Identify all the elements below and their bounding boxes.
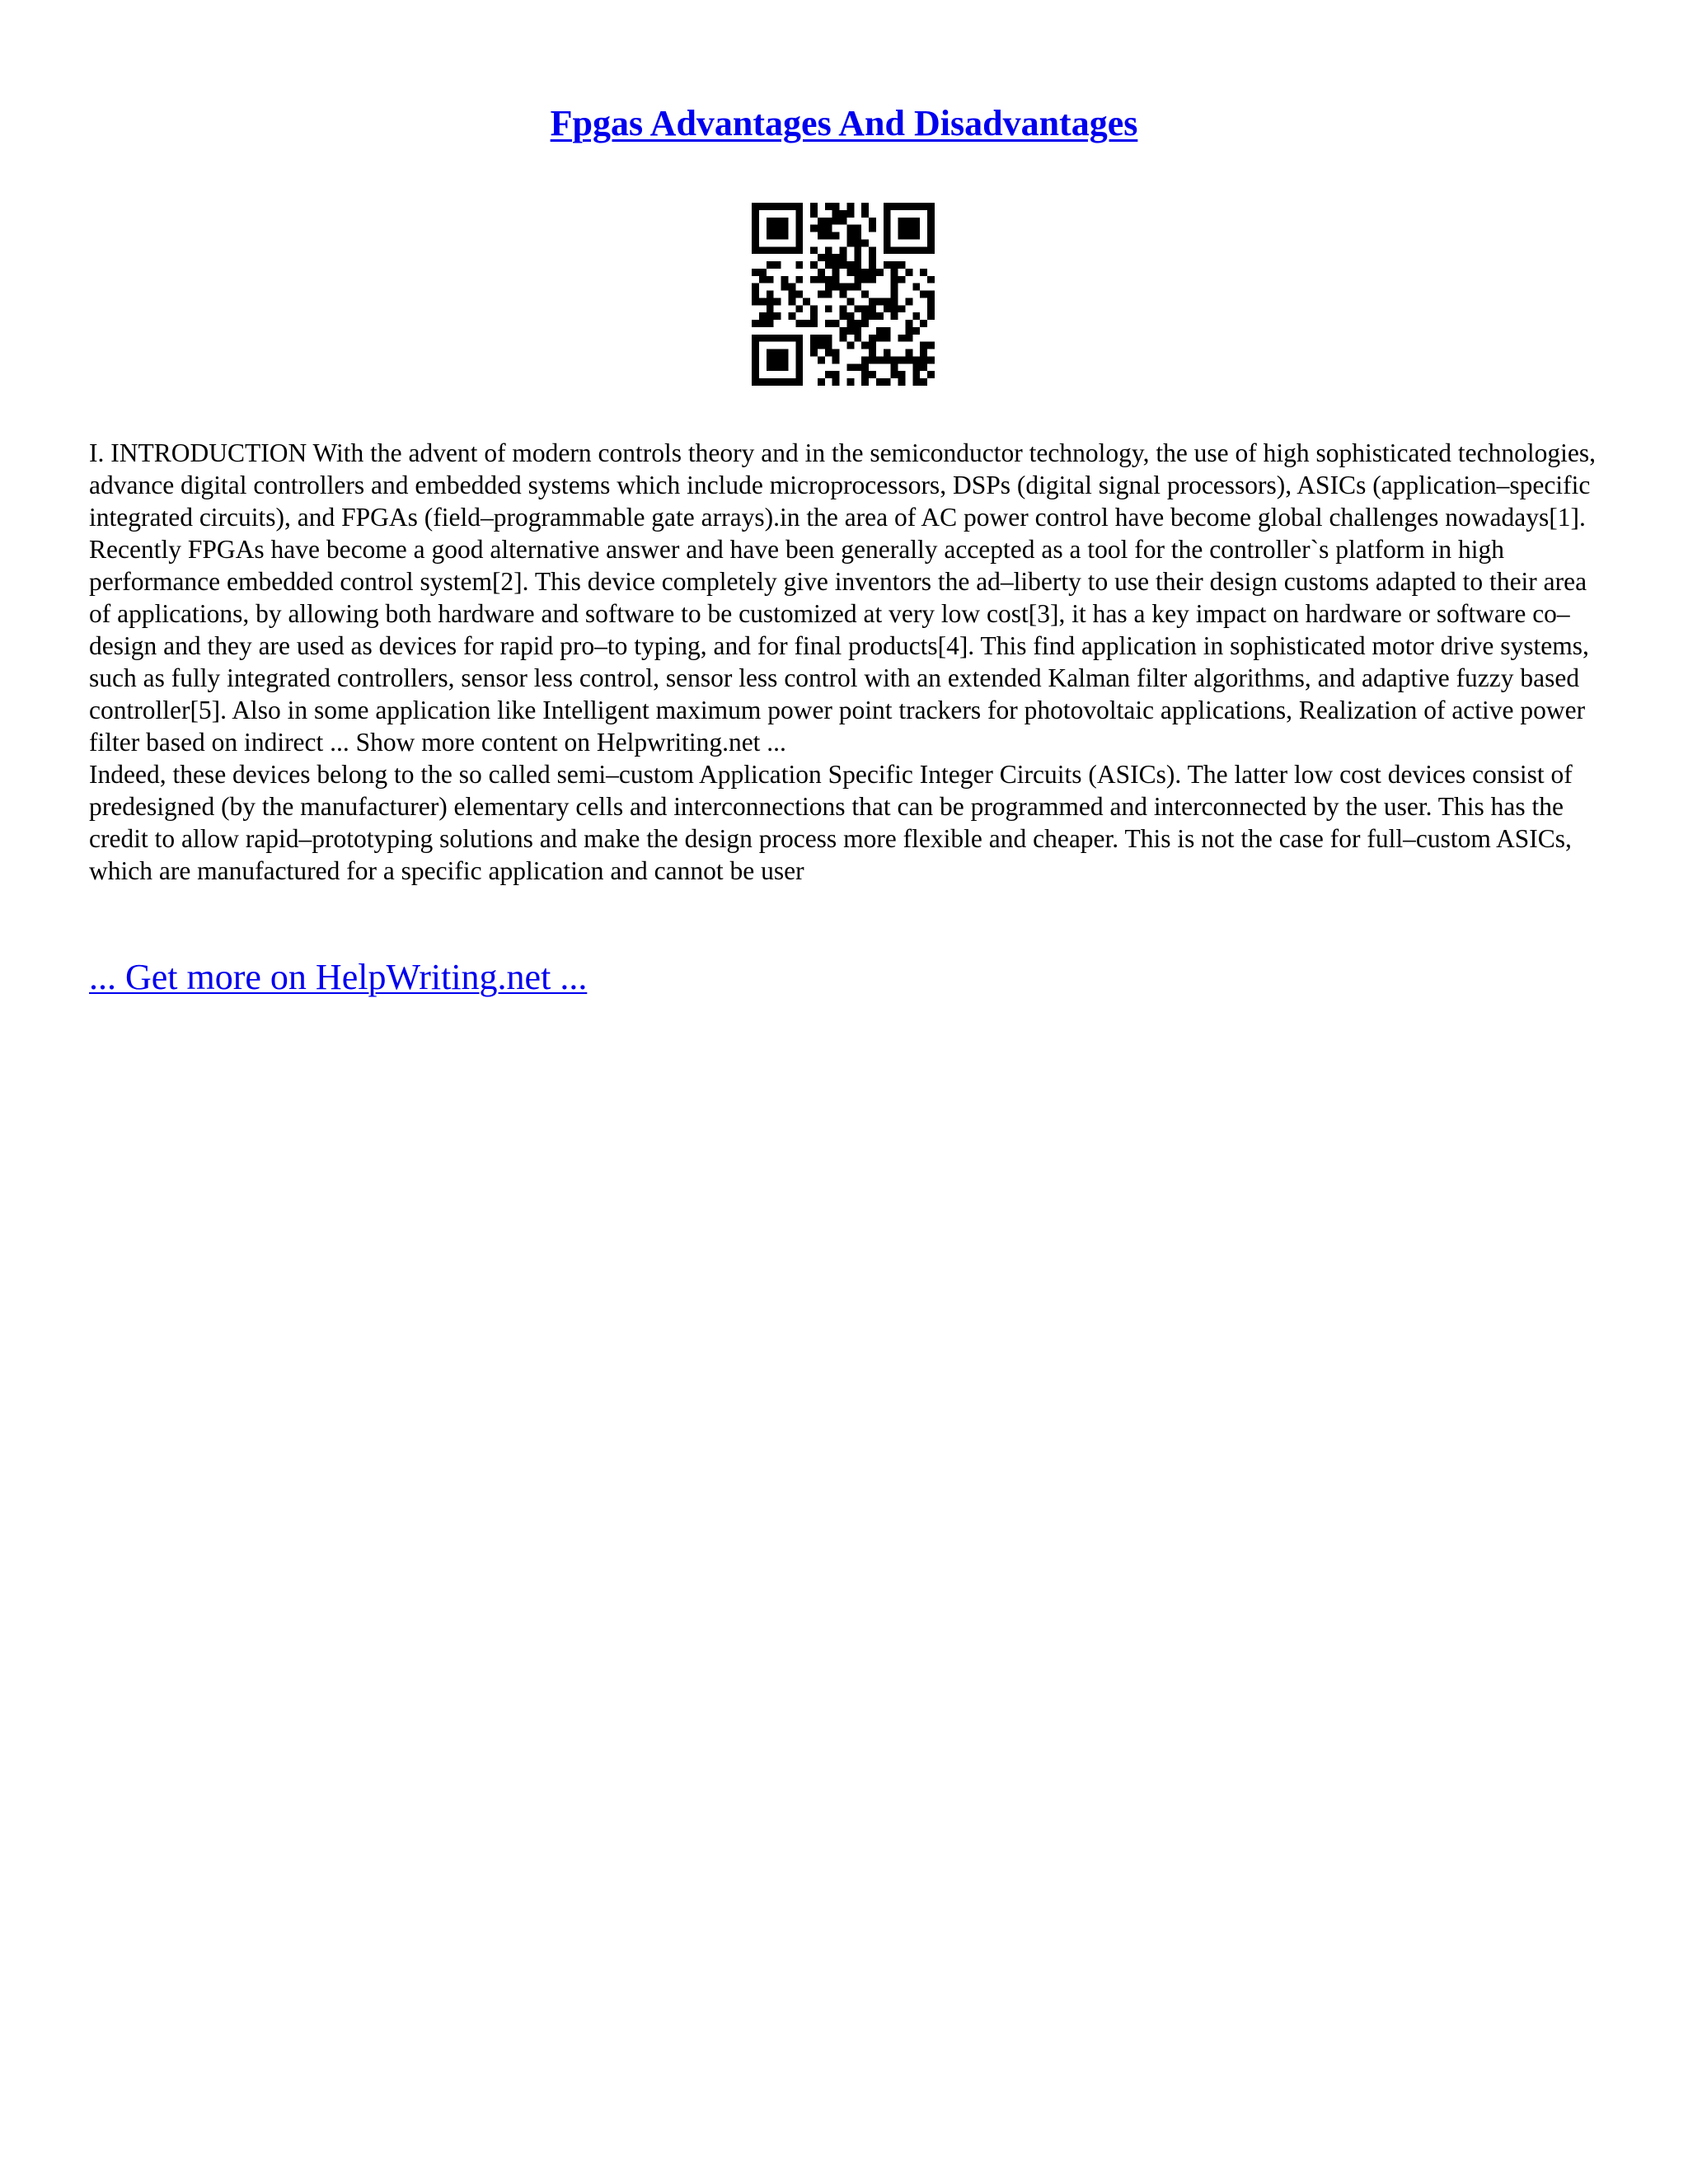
paragraph-introduction: I. INTRODUCTION With the advent of modern controls theory and in the semiconductor technology, the use of high sophisticated technologies, advance digital controllers and embedded systems which include microprocessors, DSPs (digital signal processors), ASICs (application–specific integrated circuits), and FPGAs (field–programmable gate arrays).in the area of AC power control have become global challenges nowadays[1]. Recently FPGAs have become a good alternative answer and have been generally accepted as a tool for the controller`s platform in high performance embedded control system[2]. This device completely give inventors the ad–liberty to use their design customs adapted to their area of applications, by allowing both hardware and software to be customized at very low cost[3], it has a key impact on hardware or software co–design and they are used as devices for rapid pro–to typing, and for final products[4]. This find application in sophisticated motor drive systems, such as fully integrated controllers, sensor less control, sensor less control with an extended Kalman filter algorithms, and adaptive fuzzy based controller[5]. Also in some application like Intelligent maximum power point trackers for photovoltaic applications, Realization of active power filter based on indirect ... Show more content on Helpwriting.net ... (89, 438, 1596, 757)
article-body (89, 437, 1606, 887)
page-title[interactable]: Fpgas Advantages And Disadvantages (550, 103, 1138, 143)
title-container (0, 101, 1688, 147)
get-more-link[interactable]: ... Get more on HelpWriting.net ... (89, 957, 588, 997)
paragraph-asics: Indeed, these devices belong to the so called semi–custom Application Specific Integer Circuits (ASICs). The latter low cost devices consist of predesigned (by the manufacturer) elementary cells and interconnections that can be programmed and interconnected by the user. This has the credit to allow rapid–prototyping solutions and make the design process more flexible and cheaper. This is not the case for full–custom ASICs, which are manufactured for a specific application and cannot be user (89, 760, 1573, 885)
qr-code-icon (752, 203, 935, 386)
